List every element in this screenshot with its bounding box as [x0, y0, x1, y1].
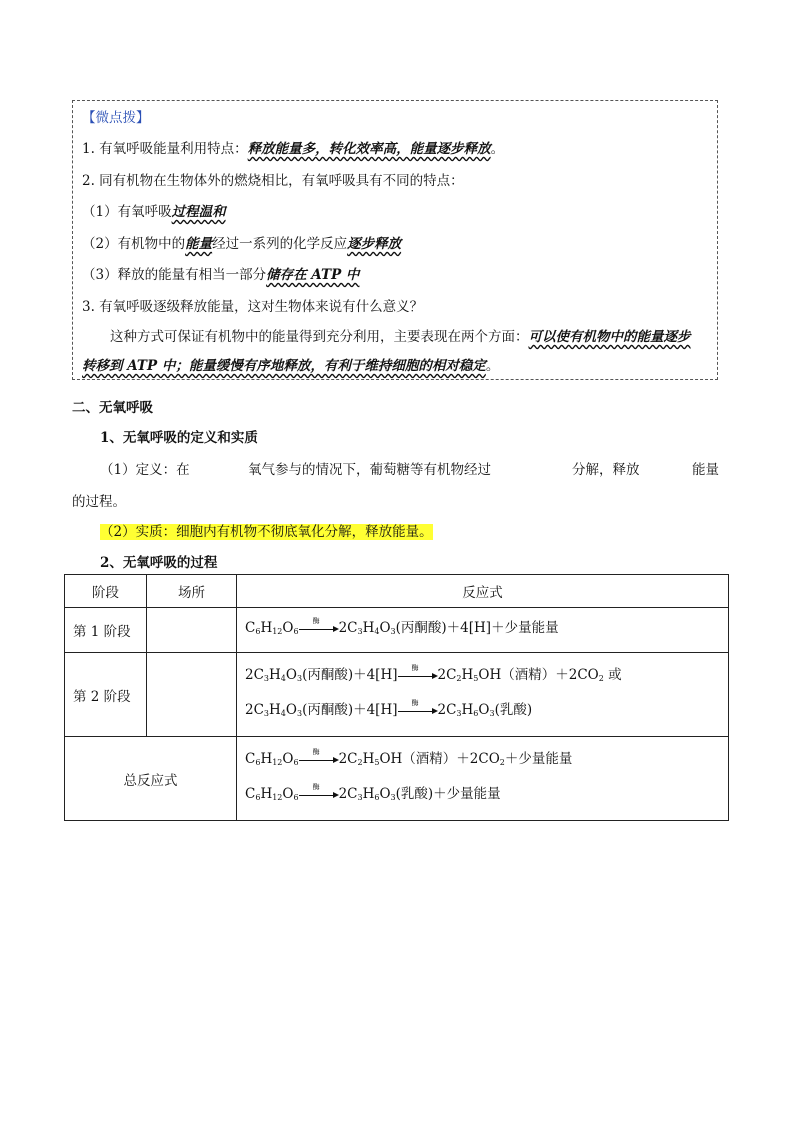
table-header-row	[65, 575, 729, 608]
equation-stage-1: $C_6H_{12}O_6$ 酶 $2C_3H_4O_3$(丙酮酸)＋4[H]＋少量能量	[245, 616, 559, 636]
stage-2-label: 第 2 阶段	[65, 653, 147, 737]
subheading-definition: 1、无氧呼吸的定义和实质	[100, 430, 258, 446]
definition-part-b: 氧气参与的情况下，葡萄糖等有机物经过	[248, 462, 491, 478]
definition-part-e: 的过程。	[72, 494, 126, 510]
tip-point-2: 2. 同有机物在生物体外的燃烧相比，有氧呼吸具有不同的特点：	[82, 173, 464, 189]
arrow-icon: 酶	[398, 671, 438, 681]
header-stage: 阶段	[65, 575, 147, 608]
essence-highlight: （2）实质：细胞内有机物不彻底氧化分解，释放能量。	[100, 524, 433, 540]
tip-title: 【微点拨】	[82, 110, 150, 126]
stage-1-label: 第 1 阶段	[65, 608, 147, 653]
arrow-icon: 酶	[398, 706, 438, 716]
total-label: 总反应式	[65, 737, 237, 821]
equation-stage-2-lactic: $2C_3H_4O_3$(丙酮酸)＋4[H] 酶 $2C_3H_6O_3$(乳酸)	[245, 698, 533, 718]
equation-total-alcohol: $C_6H_{12}O_6$ 酶 $2C_2H_5OH$（酒精）$+2CO_2+$少量能量	[245, 747, 573, 767]
tip-point-2-3: （3）释放的能量有相当一部分储存在 ATP 中	[82, 267, 360, 283]
header-equation: 反应式	[237, 575, 729, 608]
tip-point-1: 1. 有氧呼吸能量利用特点：释放能量多，转化效率高，能量逐步释放。	[82, 141, 505, 157]
arrow-icon: 酶	[299, 624, 339, 634]
tip-point-2-1: （1）有氧呼吸过程温和	[82, 204, 226, 220]
stage-1-location	[147, 608, 237, 653]
table-row	[65, 653, 729, 737]
table-row	[65, 608, 729, 653]
stage-2-equation	[237, 653, 729, 737]
arrow-icon: 酶	[299, 755, 339, 765]
tip-answer-line-2: 转移到 ATP 中；能量缓慢有序地释放，有利于维持细胞的相对稳定。	[82, 358, 500, 374]
tip-point-3: 3. 有氧呼吸逐级释放能量，这对生物体来说有什么意义？	[82, 299, 424, 315]
tip-point-2-2: （2）有机物中的能量经过一系列的化学反应逐步释放	[82, 236, 402, 252]
header-location: 场所	[147, 575, 237, 608]
essence-line	[100, 520, 433, 540]
reaction-table	[64, 574, 729, 821]
tip-answer-line-1: 这种方式可保证有机物中的能量得到充分利用，主要表现在两个方面：可以使有机物中的能量逐步	[110, 329, 691, 345]
total-equation	[237, 737, 729, 821]
table-row	[65, 737, 729, 821]
definition-part-d: 能量	[692, 462, 719, 478]
equation-stage-2-alcohol: $2C_3H_4O_3$(丙酮酸)＋4[H] 酶 $2C_2H_5OH$（酒精）$+2CO_2$ 或	[245, 663, 622, 683]
section-heading: 二、无氧呼吸	[72, 400, 153, 416]
definition-part-c: 分解，释放	[572, 462, 640, 478]
arrow-icon: 酶	[299, 790, 339, 800]
stage-1-equation	[237, 608, 729, 653]
stage-2-location	[147, 653, 237, 737]
equation-total-lactic: $C_6H_{12}O_6$ 酶 $2C_3H_6O_3$(乳酸)＋少量能量	[245, 782, 501, 802]
subheading-process: 2、无氧呼吸的过程	[100, 555, 218, 571]
definition-part-a: （1）定义：在	[100, 462, 190, 478]
